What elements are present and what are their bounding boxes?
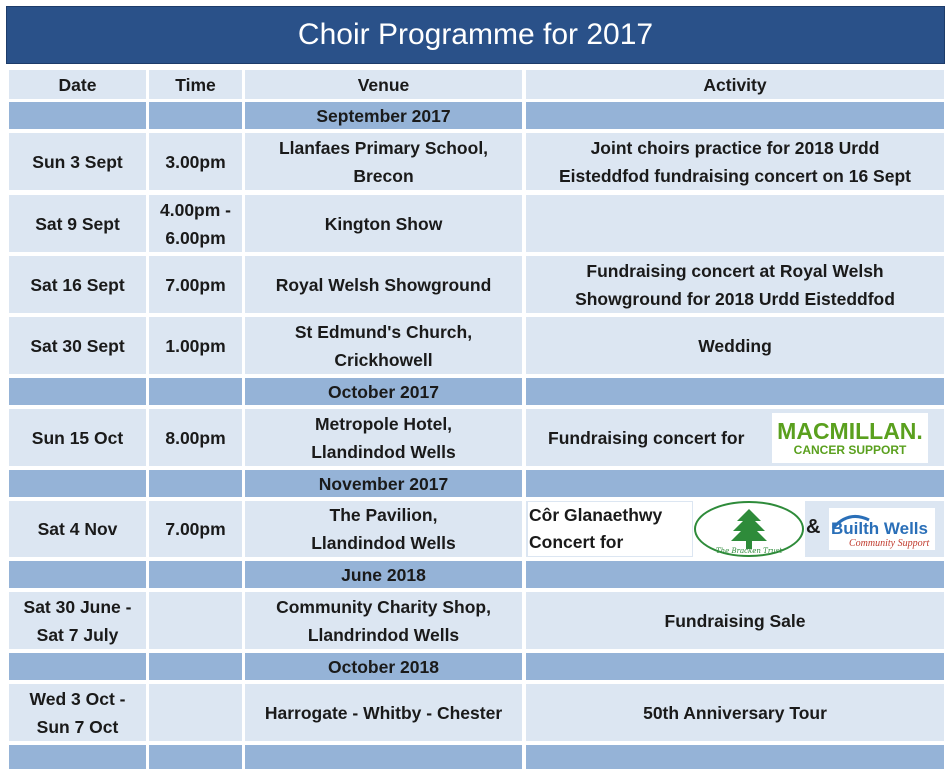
- venue-line: The Pavilion,: [329, 505, 438, 525]
- month-row-spacer: [9, 470, 146, 497]
- macmillan-logo-line1: MACMILLAN.: [777, 418, 923, 444]
- month-row-spacer: [526, 378, 944, 405]
- bracken-logo-text: The Bracken Trust: [715, 547, 783, 555]
- row-venue: [245, 409, 522, 466]
- month-label: October 2018: [245, 653, 522, 680]
- footer-row-spacer: [149, 745, 242, 769]
- activity-line: Showground for 2018 Urdd Eisteddfod: [575, 288, 895, 309]
- row-date: Sat 9 Sept: [9, 195, 146, 252]
- venue-line: Crickhowell: [334, 349, 433, 370]
- month-row-spacer: [526, 561, 944, 588]
- row-date: [9, 592, 146, 649]
- month-row-spacer: [9, 561, 146, 588]
- month-row-spacer: [9, 653, 146, 680]
- row-time: [149, 592, 242, 649]
- row-activity: Wedding: [526, 317, 944, 374]
- venue-line: Community Charity Shop,: [276, 596, 491, 617]
- activity-line: Concert for: [529, 532, 624, 552]
- time-line: 6.00pm: [165, 227, 226, 248]
- time-line: 4.00pm -: [160, 199, 231, 220]
- macmillan-logo-line2: CANCER SUPPORT: [793, 443, 907, 457]
- date-line: Sun 7 Oct: [36, 716, 119, 737]
- venue-line: Metropole Hotel,: [314, 413, 453, 434]
- row-activity: Fundraising concert for: [526, 409, 944, 466]
- row-time: 7.00pm: [149, 501, 242, 557]
- row-activity: [526, 133, 944, 190]
- date-line: Sat 7 July: [36, 624, 119, 645]
- activity-line: Joint choirs practice for 2018 Urdd: [590, 137, 880, 158]
- row-date: Sun 3 Sept: [9, 133, 146, 190]
- builth-wells-logo: [829, 508, 935, 550]
- builth-logo-line2: Community Support: [849, 538, 930, 549]
- builth-logo-line1: Builth Wells: [831, 519, 928, 538]
- row-activity: [526, 256, 944, 313]
- row-activity: [526, 195, 944, 252]
- venue-line: Llandrindod Wells: [307, 624, 460, 645]
- header-date: Date: [9, 70, 146, 99]
- row-date: Sat 16 Sept: [9, 256, 146, 313]
- venue-line: St Edmund's Church,: [294, 321, 473, 342]
- month-label: October 2017: [245, 378, 522, 405]
- month-row-spacer: [149, 378, 242, 405]
- row-date: Sun 15 Oct: [9, 409, 146, 466]
- venue-line: Brecon: [353, 165, 414, 186]
- header-activity: Activity: [526, 70, 944, 99]
- row-date: Sat 30 Sept: [9, 317, 146, 374]
- month-row-spacer: [526, 653, 944, 680]
- venue-line: Llandindod Wells: [311, 533, 456, 553]
- row-date: Sat 4 Nov: [9, 501, 146, 557]
- row-venue: [245, 592, 522, 649]
- month-row-spacer: [149, 561, 242, 588]
- row-venue: Kington Show: [245, 195, 522, 252]
- row-venue: Royal Welsh Showground: [245, 256, 522, 313]
- venue-line: Llandindod Wells: [311, 441, 456, 462]
- month-label: November 2017: [245, 470, 522, 497]
- activity-line: Côr Glanaethwy: [529, 505, 663, 525]
- month-row-spacer: [149, 470, 242, 497]
- footer-row-spacer: [245, 745, 522, 769]
- venue-line: Llanfaes Primary School,: [278, 137, 489, 158]
- month-row-spacer: [149, 102, 242, 129]
- date-line: Sat 30 June -: [23, 596, 132, 617]
- month-row-spacer: [526, 470, 944, 497]
- month-row-spacer: [9, 378, 146, 405]
- month-row-spacer: [526, 102, 944, 129]
- bracken-trust-logo: [693, 501, 805, 557]
- ampersand: &: [806, 516, 821, 538]
- row-venue: [245, 133, 522, 190]
- row-time: 8.00pm: [149, 409, 242, 466]
- header-time: Time: [149, 70, 242, 99]
- row-time: 3.00pm: [149, 133, 242, 190]
- row-date: [9, 684, 146, 741]
- header-venue: Venue: [245, 70, 522, 99]
- month-row-spacer: [149, 653, 242, 680]
- month-row-spacer: [9, 102, 146, 129]
- row-activity: Fundraising Sale: [526, 592, 944, 649]
- macmillan-logo: [772, 413, 928, 463]
- activity-line: Fundraising concert at Royal Welsh: [586, 260, 884, 281]
- row-activity: 50th Anniversary Tour: [526, 684, 944, 741]
- row-venue: [245, 501, 522, 557]
- page-title: Choir Programme for 2017: [6, 6, 945, 64]
- date-line: Wed 3 Oct -: [29, 688, 126, 709]
- footer-row-spacer: [9, 745, 146, 769]
- activity-line: Eisteddfod fundraising concert on 16 Sept: [559, 165, 911, 186]
- row-time: [149, 195, 242, 252]
- footer-row-spacer: [526, 745, 944, 769]
- row-time: 1.00pm: [149, 317, 242, 374]
- row-venue: Harrogate - Whitby - Chester: [245, 684, 522, 741]
- month-label: September 2017: [245, 102, 522, 129]
- row-venue: [245, 317, 522, 374]
- activity-text: [528, 502, 692, 556]
- row-time: 7.00pm: [149, 256, 242, 313]
- row-time: [149, 684, 242, 741]
- month-label: June 2018: [245, 561, 522, 588]
